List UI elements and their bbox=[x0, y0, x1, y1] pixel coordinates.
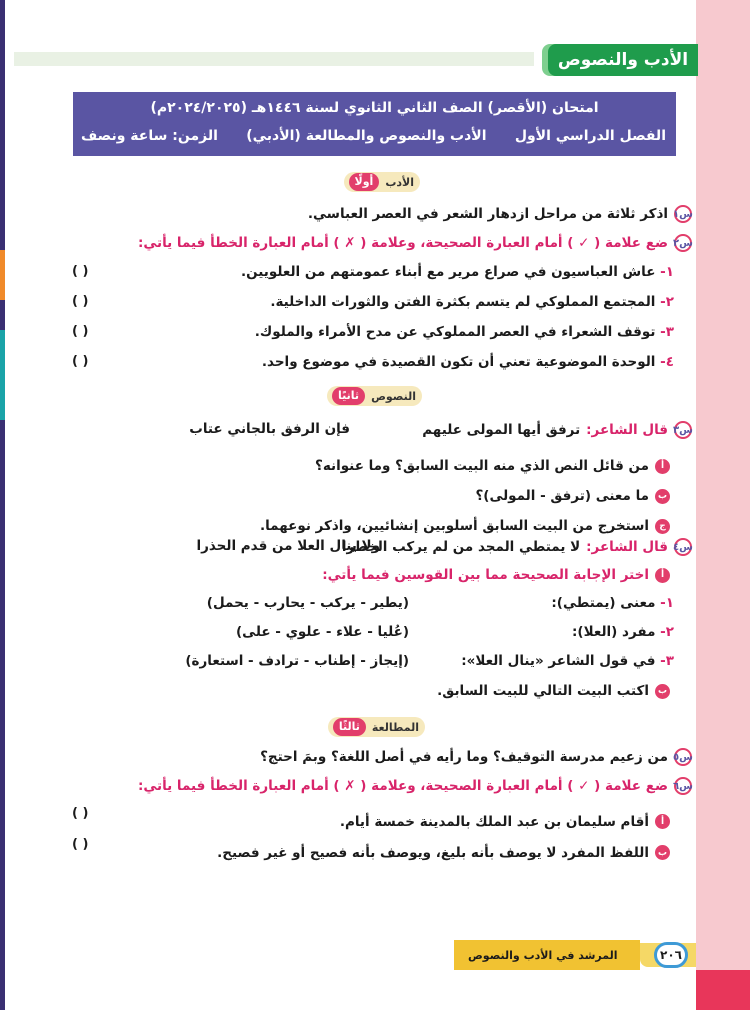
choice-options: (عُليا - علاء - علوي - على) bbox=[236, 624, 409, 640]
question-5-icon: س٥ bbox=[674, 748, 692, 766]
question-4-sub-a bbox=[322, 567, 670, 583]
choice-question: في قول الشاعر «ينال العلا»: bbox=[461, 653, 656, 669]
list-item bbox=[260, 481, 670, 511]
question-2-items bbox=[72, 264, 674, 384]
list-item bbox=[72, 354, 674, 384]
sub-text: من قائل النص الذي منه البيت السابق؟ وما عنوانه؟ bbox=[315, 458, 649, 474]
question-2 bbox=[138, 234, 692, 252]
question-6-icon: س٦ bbox=[674, 777, 692, 795]
question-5-text: من زعيم مدرسة التوقيف؟ وما رأيه في أصل اللغة؟ وبمَ احتج؟ bbox=[260, 749, 668, 765]
sub-text: أقام سليمان بن عبد الملك بالمدينة خمسة أيام. bbox=[339, 813, 649, 830]
question-4-choices bbox=[74, 595, 674, 682]
question-2-icon: س٢ bbox=[674, 234, 692, 252]
sub-text: اكتب البيت التالي للبيت السابق. bbox=[437, 683, 649, 699]
answer-parens[interactable]: ( ) bbox=[72, 294, 89, 309]
choice-options: (إيجاز - إطناب - ترادف - استعارة) bbox=[185, 653, 409, 669]
question-3-lead: قال الشاعر: bbox=[586, 422, 668, 438]
question-3 bbox=[422, 421, 692, 439]
answer-parens[interactable]: ( ) bbox=[72, 324, 89, 339]
list-item bbox=[72, 324, 674, 354]
exam-time: الزمن: ساعة ونصف bbox=[81, 128, 218, 144]
item-number: ١- bbox=[660, 595, 674, 611]
footer-book-title: المرشد في الأدب والنصوص bbox=[468, 948, 618, 962]
answer-parens[interactable]: ( ) bbox=[72, 837, 89, 852]
left-edge-decor bbox=[0, 0, 5, 1010]
question-6-items bbox=[72, 806, 670, 868]
section-pill-literature bbox=[344, 172, 420, 192]
section-number: أولًا bbox=[349, 173, 380, 191]
sub-text: اللفظ المفرد لا يوصف بأنه بليغ، ويوصف بأنه فصيح أو غير فصيح. bbox=[217, 844, 649, 861]
sub-marker: ب bbox=[655, 684, 670, 699]
item-number: ٢- bbox=[660, 624, 674, 640]
question-4-sub-b bbox=[437, 683, 670, 699]
section-name: الأدب bbox=[385, 175, 414, 189]
choice-question: مفرد (العلا): bbox=[572, 624, 656, 640]
list-item bbox=[72, 294, 674, 324]
question-6 bbox=[138, 777, 692, 795]
exam-subject: الأدب والنصوص والمطالعة (الأدبي) bbox=[246, 128, 487, 144]
section-number: ثالثًا bbox=[333, 718, 366, 736]
choice-options: (يطير - يركب - يحارب - يحمل) bbox=[206, 595, 409, 611]
list-item bbox=[74, 595, 674, 624]
question-2-instruction: ضع علامة ( ✓ ) أمام العبارة الصحيحة، وعلامة ( ✗ ) أمام العبارة الخطأ فيما يأتي: bbox=[137, 235, 668, 251]
item-number: ٢- bbox=[660, 294, 674, 310]
question-6-instruction: ضع علامة ( ✓ ) أمام العبارة الصحيحة، وعلامة ( ✗ ) أمام العبارة الخطأ فيما يأتي: bbox=[137, 778, 668, 794]
verse-hemistich-2: ولا ينال العلا من قدم الحذرا bbox=[196, 538, 380, 554]
sub-marker: أ bbox=[655, 459, 670, 474]
question-5 bbox=[260, 748, 692, 766]
question-1-icon: س١ bbox=[674, 205, 692, 223]
right-margin-accent bbox=[696, 970, 750, 1010]
answer-parens[interactable]: ( ) bbox=[72, 806, 89, 821]
section-pill-reading bbox=[328, 717, 425, 737]
item-text: توقف الشعراء في العصر المملوكي عن مدح الأمراء والملوك. bbox=[254, 324, 656, 340]
exam-header bbox=[73, 92, 676, 156]
list-item bbox=[74, 624, 674, 653]
choice-question: معنى (يمتطي): bbox=[551, 595, 656, 611]
item-text: المجتمع المملوكي لم يتسم بكثرة الفتن والثورات الداخلية. bbox=[270, 294, 656, 310]
list-item bbox=[72, 837, 670, 868]
sub-text: استخرج من البيت السابق أسلوبين إنشائيين، واذكر نوعهما. bbox=[259, 518, 649, 534]
exam-subtitle bbox=[81, 128, 666, 144]
list-item bbox=[72, 264, 674, 294]
list-item bbox=[74, 653, 674, 682]
section-tab: الأدب والنصوص bbox=[548, 44, 698, 76]
list-item bbox=[260, 511, 670, 541]
sub-text: اختر الإجابة الصحيحة مما بين القوسين فيما يأتي: bbox=[322, 567, 649, 583]
exam-term: الفصل الدراسي الأول bbox=[514, 128, 666, 144]
verse-hemistich-2: فإن الرفق بالجاني عتاب bbox=[189, 421, 350, 437]
right-margin-strip bbox=[696, 0, 750, 1010]
sub-marker: ب bbox=[655, 489, 670, 504]
list-item bbox=[260, 451, 670, 481]
item-text: الوحدة الموضوعية تعني أن تكون القصيدة في موضوع واحد. bbox=[261, 354, 656, 370]
item-number: ٤- bbox=[660, 354, 674, 370]
footer-bar bbox=[454, 940, 640, 970]
section-number: ثانيًا bbox=[332, 387, 365, 405]
sub-marker: ج bbox=[655, 519, 670, 534]
answer-parens[interactable]: ( ) bbox=[72, 264, 89, 279]
question-1-text: اذكر ثلاثة من مراحل ازدهار الشعر في العصر العباسي. bbox=[307, 206, 668, 222]
list-item bbox=[72, 806, 670, 837]
item-text: عاش العباسيون في صراع مرير مع أبناء عمومتهم من العلويين. bbox=[241, 264, 656, 280]
sub-marker: أ bbox=[655, 568, 670, 583]
question-3-subs bbox=[260, 451, 670, 541]
page-number: ٢٠٦ bbox=[654, 942, 688, 968]
verse-hemistich-1: لا يمتطي المجد من لم يركب الخطرا bbox=[341, 539, 581, 555]
verse-hemistich-1: ترفق أيها المولى عليهم bbox=[422, 422, 581, 438]
section-name: المطالعة bbox=[371, 720, 419, 734]
answer-parens[interactable]: ( ) bbox=[72, 354, 89, 369]
question-4-icon: س٤ bbox=[674, 538, 692, 556]
section-pill-texts bbox=[327, 386, 422, 406]
section-name: النصوص bbox=[371, 389, 416, 403]
exam-title: امتحان (الأقصر) الصف الثاني الثانوي لسنة ١٤٤٦هـ (٢٠٢٤/٢٠٢٥م) bbox=[150, 100, 599, 116]
question-3-icon: س٣ bbox=[674, 421, 692, 439]
sub-marker: ب bbox=[655, 845, 670, 860]
item-number: ٣- bbox=[660, 324, 674, 340]
question-4 bbox=[342, 538, 692, 556]
sub-marker: أ bbox=[655, 814, 670, 829]
sub-text: ما معنى (ترفق - المولى)؟ bbox=[475, 488, 649, 504]
top-rule bbox=[14, 52, 534, 66]
question-1 bbox=[308, 205, 692, 223]
left-edge-orange-decor bbox=[0, 250, 5, 300]
left-edge-teal-decor bbox=[0, 330, 5, 420]
item-number: ٣- bbox=[660, 653, 674, 669]
question-4-lead: قال الشاعر: bbox=[586, 539, 668, 555]
item-number: ١- bbox=[660, 264, 674, 280]
